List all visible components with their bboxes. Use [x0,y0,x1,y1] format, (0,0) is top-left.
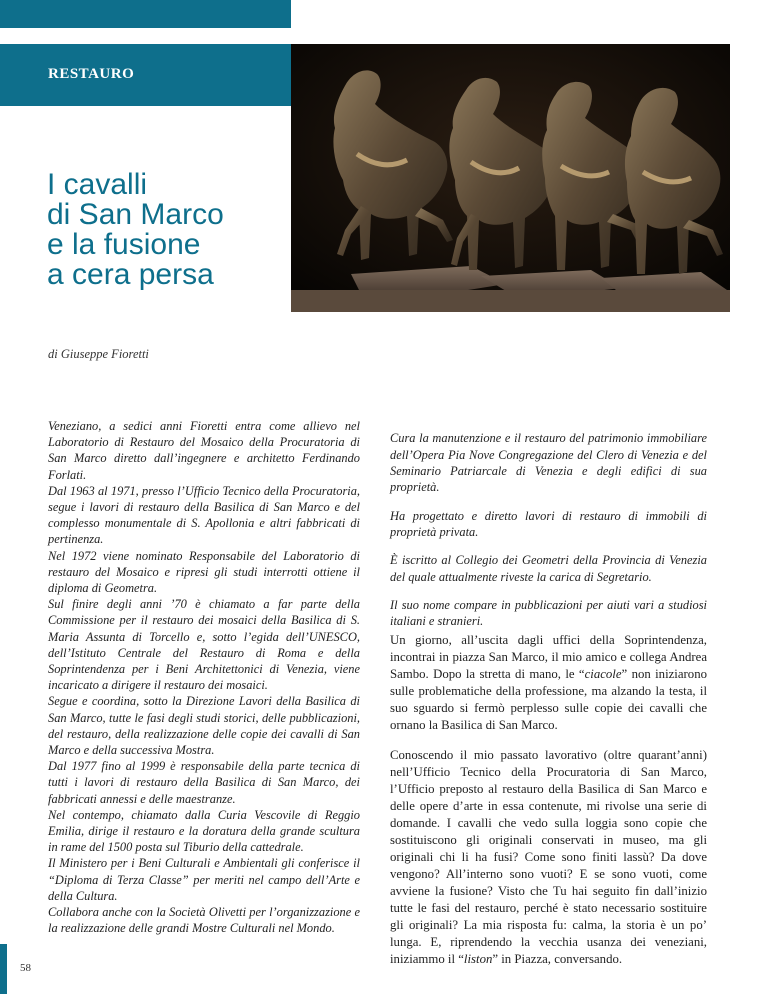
bio-paragraph: Cura la manutenzione e il restauro del patrimonio immobiliare dell’Opera Pia Nove Congregazione del Clero di Venezia e del Seminario Patriarcale di Venezia e degli edifici di sua proprietà. [390,431,707,494]
page-number: 58 [20,962,31,974]
section-label: RESTAURO [48,66,135,82]
body-emphasis: ciacole [584,666,622,681]
bio-paragraph: Il Ministero per i Beni Culturali e Ambientali gli conferisce il “Diploma di Terza Classe” per meriti nel campo dell’Arte e della Cultura. [48,856,360,903]
bronze-horses-illustration [291,44,730,312]
article-body [390,619,707,980]
body-paragraph [390,632,707,734]
bio-paragraph: Dal 1963 al 1971, presso l’Ufficio Tecnico della Procuratoria, segue i lavori di restauro della Basilica di San Marco e del complesso monumentale di S. Apollonia e altri fabbricati di pertinenza. [48,483,360,547]
title-line: di San Marco [47,198,224,231]
bio-paragraph: Il suo nome compare in pubblicazioni per aiuti vari a studiosi italiani e stranieri. [390,598,707,629]
author-bio-left-column [48,418,360,937]
author-bio-right-column [390,418,707,642]
title-line: e la fusione [47,228,201,261]
bio-paragraph: È iscritto al Collegio dei Geometri della Provincia di Venezia del quale attualmente riveste la carica di Segretario. [390,553,707,584]
bio-paragraph: Dal 1977 fino al 1999 è responsabile della parte tecnica di tutti i lavori di restauro della Basilica di San Marco, dei fabbricati annessi e delle maestranze. [48,759,360,806]
horses-photo [291,44,730,312]
section-banner [0,44,291,106]
bio-paragraph: Veneziano, a sedici anni Fioretti entra come allievo nel Laboratorio di Restauro del Mosaico della Procuratoria di San Marco diretto dall’ingegnere e architetto Ferdinando Forlati. [48,419,360,482]
bio-paragraph: Ha progettato e diretto lavori di restauro di immobili di proprietà privata. [390,508,707,539]
title-line: a cera persa [47,258,214,291]
bio-paragraph: Nel 1972 viene nominato Responsabile del Laboratorio di restauro del Mosaico e ripresi gli studi interrotti ottiene il diploma di Geometra. [48,548,360,596]
article-title [47,170,277,290]
bio-paragraph: Segue e coordina, sotto la Direzione Lavori della Basilica di San Marco, tutte le fasi degli studi storici, delle pubblicazioni, del restauro, della realizzazione delle copie dei cavalli di San Marco e della successiva Mostra. [48,694,360,758]
bio-paragraph: Collabora anche con la Società Olivetti per l’organizzazione e la realizzazione delle grandi Mostre Culturali nel Mondo. [48,905,360,936]
body-text: Conoscendo il mio passato lavorativo (oltre quarant’anni) nell’Ufficio Tecnico della Procuratoria di San Marco, l’Ufficio preposto al restauro della Basilica di San Marco e delle opere d’arte in essa contenute, mi rivolse una serie di domande. I cavalli che vedo sulla loggia sono copie che sostituiscono gli originali conservati in museo, ma gli originali chi li ha fusi? Come sono finiti lassù? Da dove vengono? All’interno sono vuoti? E se sono vuoti, come avviene la fusione? Visto che Tu hai seguito fin dall’inizio tutte le fasi del restauro, perché è stato necessario sostituire gli originali? La mia risposta fu: calma, la storia è un po’ lunga. E, riprendendo la vecchia usanza dei veneziani, iniziammo il “ [390,747,707,966]
author-byline: di Giuseppe Fioretti [48,347,149,361]
title-line: I cavalli [47,168,148,201]
body-text: Un giorno, all’uscita dagli uffici della Soprintendenza, incontrai in piazza San Marco, il mio amico e collega Andrea Sambo. Dopo la stretta di mano, le “ [390,632,707,681]
top-accent-bar [0,0,291,28]
bio-paragraph: Sul finire degli anni ’70 è chiamato a far parte della Commissione per il restauro dei mosaici della Basilica di S. Maria Assunta di Torcello e, sotto l’egida dell’UNESCO, dell’Istituto Centrale del Restauro di Roma e della Soprintendenza per i Beni Architettonici di Venezia, viene incaricato a dirigere il restauro dei mosaici. [48,597,360,693]
body-paragraph [390,747,707,968]
body-emphasis: liston [463,951,493,966]
body-text: ” in Piazza, conversando. [492,951,623,966]
body-text: ” non iniziarono sulle problematiche della professione, ma alzando la testa, il suo sguardo si fermò perplesso sulle copie dei cavalli che ornano la Basilica di San Marco. [390,666,707,732]
page-edge-accent [0,944,7,994]
bio-paragraph: Nel contempo, chiamato dalla Curia Vescovile di Reggio Emilia, dirige il restauro e la doratura della grande scultura in rame del 1500 posta sul Tiburio della cattedrale. [48,807,360,855]
